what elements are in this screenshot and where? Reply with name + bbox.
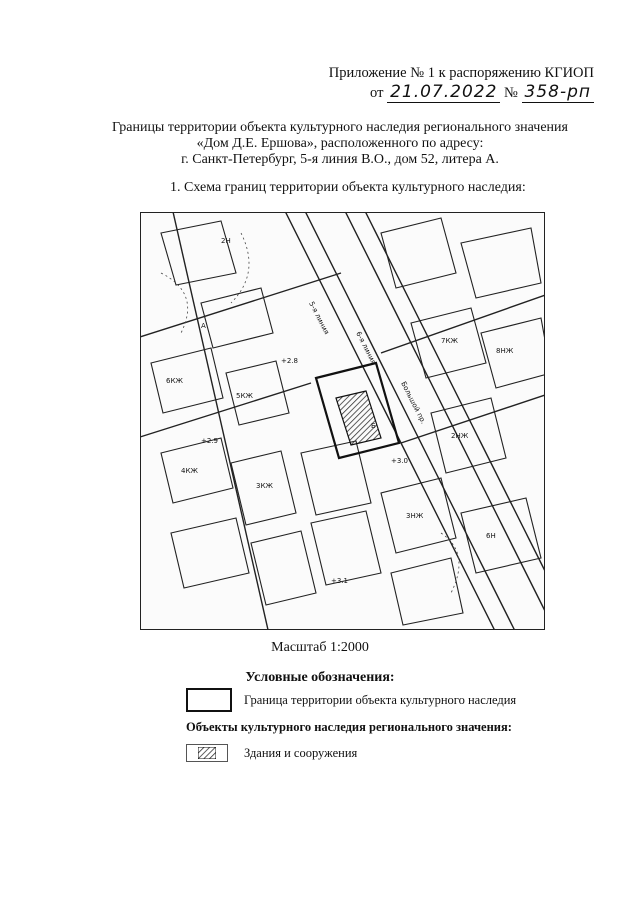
street-label-5th: 5-я линия (307, 300, 331, 336)
building-swatch (186, 744, 228, 762)
bld-label: 6КЖ (166, 377, 183, 385)
elevation-label: +2.8 (281, 357, 298, 365)
number-label: № (504, 85, 518, 101)
heritage-building (336, 391, 381, 445)
appendix-header (329, 64, 594, 103)
elevation-label: +2.9 (201, 437, 218, 445)
appendix-date-line (329, 83, 594, 103)
document-heading (40, 120, 640, 168)
legend-title: Условные обозначения: (245, 670, 395, 685)
section-title: 1. Схема границ территории объекта культурного наследия: (170, 180, 526, 195)
marker-label: А (201, 322, 206, 330)
bld-label: 2НЖ (451, 432, 469, 440)
elevation-label: +3.0 (391, 457, 408, 465)
hatch-icon (198, 747, 216, 759)
order-number: 358-рп (522, 82, 595, 103)
bld-label: 2Н (221, 237, 231, 245)
bld-label: 7КЖ (441, 337, 458, 345)
bld-label: 5КЖ (236, 392, 253, 400)
marker-label: Б (371, 422, 376, 430)
heading-line-2: «Дом Д.Е. Ершова», расположенного по адресу: (196, 136, 484, 151)
building-label: Здания и сооружения (244, 745, 358, 760)
street-label-bolshoy: Большой пр. (399, 380, 428, 426)
objects-title: Объекты культурного наследия регионального значения: (186, 720, 512, 734)
bld-label: 3КЖ (256, 482, 273, 490)
heading-line-3: г. Санкт-Петербург, 5-я линия В.О., дом 52, литера А. (181, 152, 499, 167)
bld-label: 6Н (486, 532, 496, 540)
from-label: от (370, 85, 384, 101)
legend-building (186, 744, 357, 762)
map-drawing (141, 213, 544, 629)
appendix-line: Приложение № 1 к распоряжению КГИОП (328, 65, 594, 81)
boundary-map (140, 212, 545, 630)
bld-label: 3НЖ (406, 512, 424, 520)
elevation-label: +3.1 (331, 577, 348, 585)
heading-line-1: Границы территории объекта культурного наследия регионального значения (112, 120, 568, 135)
street-lines (141, 213, 544, 629)
order-date: 21.07.2022 (387, 82, 500, 103)
boundary-label: Граница территории объекта культурного наследия (244, 692, 517, 707)
street-label-6th: 6-я линия (354, 330, 378, 366)
legend-boundary (186, 688, 516, 712)
bld-label: 4КЖ (181, 467, 198, 475)
map-scale: Масштаб 1:2000 (271, 640, 369, 655)
boundary-swatch (186, 688, 232, 712)
bld-label: 8НЖ (496, 347, 514, 355)
